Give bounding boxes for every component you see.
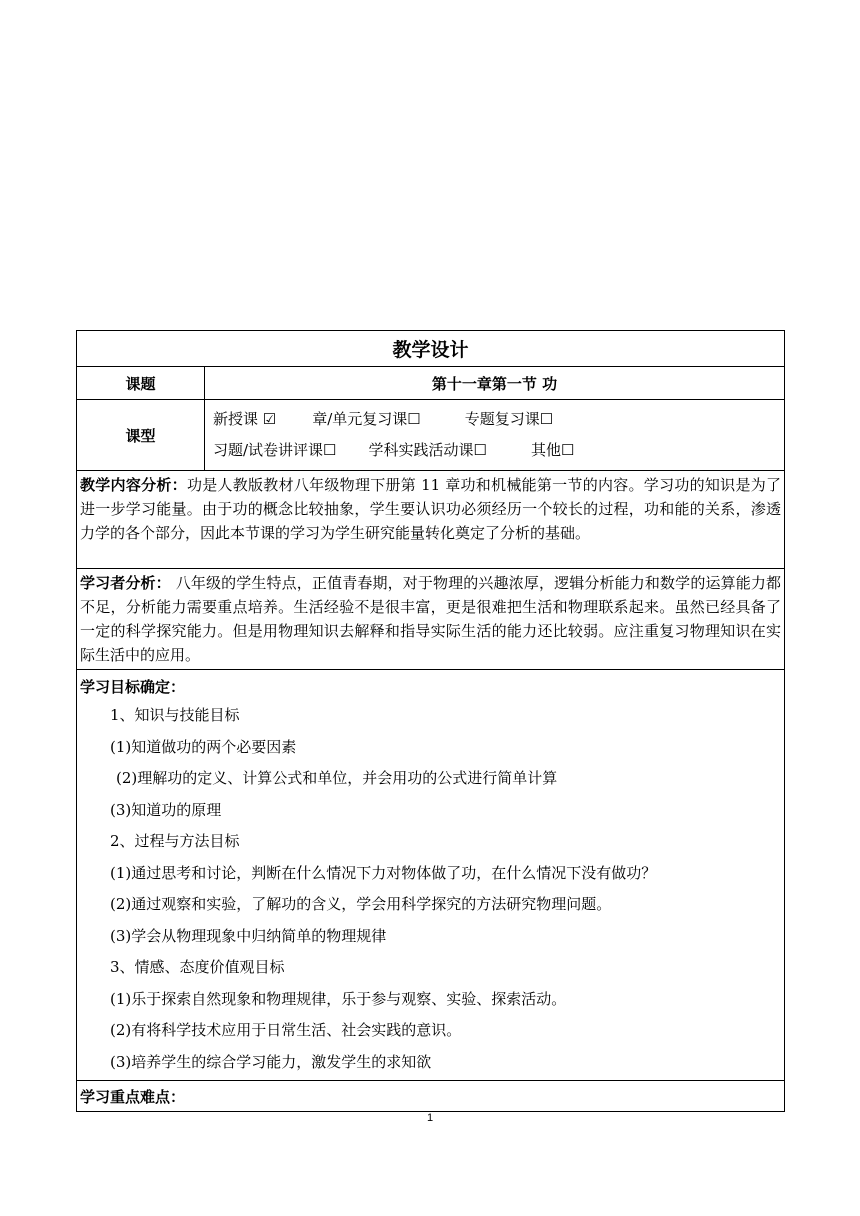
goal-line: 3、情感、态度价值观目标 — [110, 958, 285, 976]
content-analysis-label: 教学内容分析： — [80, 476, 187, 494]
course-type-review-topic[interactable]: 专题复习课☐ — [464, 410, 554, 428]
topic-label: 课题 — [77, 367, 205, 400]
lesson-plan-table — [76, 330, 785, 1112]
goal-line: (1)通过思考和讨论，判断在什么情况下力对物体做了功，在什么情况下没有做功？ — [110, 863, 657, 882]
goal-line: (2)通过观察和实验，了解功的含义，学会用科学探究的方法研究物理问题。 — [110, 895, 612, 913]
goal-line: (2)有将科学技术应用于日常生活、社会实践的意识。 — [110, 1021, 462, 1039]
course-type-review-chapter[interactable]: 章/单元复习课☐ — [312, 410, 421, 428]
difficulty-label: 学习重点难点： — [77, 1081, 785, 1112]
course-type-row — [77, 400, 785, 471]
goal-line: (1)乐于探索自然现象和物理规律，乐于参与观察、实验、探索活动。 — [110, 989, 567, 1008]
goal-line: 2、过程与方法目标 — [110, 832, 240, 850]
learner-analysis-text: 八年级的学生特点，正值青春期，对于物理的兴趣浓厚，逻辑分析能力和数学的运算能力都不足，分析能力需要重点培养。生活经验不是很丰富，更是很难把生活和物理联系起来。虽然已经具备了一定的科学探究能力。但是用物理知识去解释和指导实际生活的能力还比较弱。应注重复习物理知识在实际生活中的应用。 — [80, 574, 782, 664]
course-type-options — [205, 400, 785, 471]
difficulty-row — [77, 1081, 785, 1112]
goal-line: (2)理解功的定义、计算公式和单位，并会用功的公式进行简单计算 — [116, 769, 558, 787]
goal-line: (1)知道做功的两个必要因素 — [110, 737, 297, 756]
goal-line: (3)学会从物理现象中归纳简单的物理规律 — [110, 926, 387, 945]
course-type-exercise[interactable]: 习题/试卷讲评课☐ — [213, 441, 337, 459]
learner-analysis-label: 学习者分析： — [80, 574, 171, 592]
course-type-new[interactable]: 新授课 ☑ — [213, 410, 277, 428]
goals-row — [77, 670, 785, 1081]
learning-goals — [77, 670, 785, 1081]
topic-row — [77, 367, 785, 400]
goal-line: (3)知道功的原理 — [110, 800, 222, 819]
goal-line: (3)培养学生的综合学习能力，激发学生的求知欲 — [110, 1052, 432, 1071]
type-label: 课型 — [77, 400, 205, 471]
goals-heading: 学习目标确定： — [80, 678, 186, 696]
content-analysis-text: 功是人教版教材八年级物理下册第 11 章功和机械能第一节的内容。学习功的知识是为了进一步学习能量。由于功的概念比较抽象，学生要认识功必须经历一个较长的过程，功和能的关系，渗透力学的各个部分，因此本节课的学习为学生研究能量转化奠定了分析的基础。 — [80, 476, 782, 542]
learner-analysis — [77, 569, 785, 670]
page-number: 1 — [426, 1112, 434, 1124]
content-analysis-row — [77, 471, 785, 569]
course-type-line-2 — [213, 435, 776, 466]
course-type-line-1 — [213, 404, 776, 435]
content-analysis — [77, 471, 785, 569]
goal-line: 1、知识与技能目标 — [110, 706, 240, 724]
topic-value: 第十一章第一节 功 — [205, 367, 785, 400]
course-type-practice[interactable]: 学科实践活动课☐ — [368, 441, 487, 459]
title-row — [77, 331, 785, 367]
document-title: 教学设计 — [77, 331, 785, 367]
course-type-other[interactable]: 其他☐ — [530, 441, 575, 459]
learner-analysis-row — [77, 569, 785, 670]
